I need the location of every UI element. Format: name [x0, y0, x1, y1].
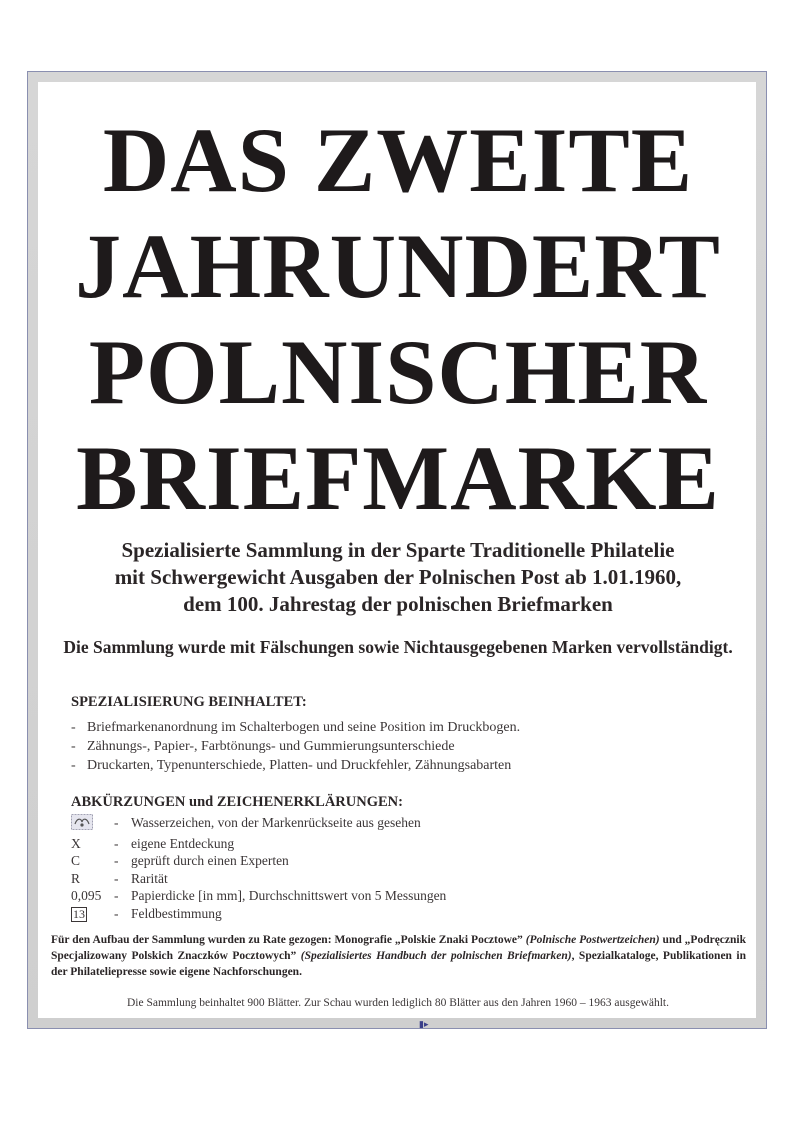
sources-paragraph: Für den Aufbau der Sammlung wurden zu Rate gezogen: Monografie „Polskie Znaki Pocztowe” (Polnische Postwertzeichen) und „Podręcznik Specjalizowany Polskich Znaczków Pocztowych” (Spezialisiertes Handbuch der polnischen Briefmarken), Spezialkataloge, Publikationen in der Philateliepresse sowie eigene Nachforschungen. [51, 934, 747, 978]
specialisation-heading: SPEZIALISIERUNG BEINHALTET: [71, 694, 307, 710]
abbreviations-list [71, 814, 446, 922]
subtitle [28, 537, 768, 618]
list-item: - Zähnungs-, Papier-, Farbtönungs- und Gummierungsunterschiede [71, 739, 455, 754]
abbreviations-heading: ABKÜRZUNGEN und ZEICHENERKLÄRUNGEN: [71, 794, 403, 810]
abbreviation-row: C - geprüft durch einen Experten [71, 853, 289, 868]
collection-note: Die Sammlung beinhaltet 900 Blätter. Zur Schau wurden lediglich 80 Blätter aus den Jahren 1960 – 1963 ausgewählt. [127, 997, 669, 1009]
title-line: BRIEFMARKE [76, 427, 720, 529]
abbreviation-row: R - Rarität [71, 870, 168, 886]
poster-title [28, 107, 768, 531]
title-line: POLNISCHER [88, 321, 708, 423]
scan-mark-icon: ▮▸ [419, 1019, 429, 1029]
watermark-icon [71, 814, 93, 830]
completion-statement: Die Sammlung wurde mit Fälschungen sowie Nichtausgegebenen Marken vervollständigt. [63, 637, 733, 657]
abbreviation-row: 0,095 - Papierdicke [in mm], Durchschnittswert von 5 Messungen [71, 888, 447, 903]
title-line: JAHRUNDERT [75, 215, 721, 317]
specialisation-list [71, 718, 520, 775]
field-position-box: 13 [73, 906, 85, 921]
subtitle-line: dem 100. Jahrestag der polnischen Briefmarken [183, 592, 613, 616]
subtitle-line: mit Schwergewicht Ausgaben der Polnischen Post ab 1.01.1960, [114, 565, 682, 589]
abbreviation-row: 13 - Feldbestimmung [73, 905, 222, 921]
list-item: - Druckarten, Typenunterschiede, Platten- und Druckfehler, Zähnungsabarten [71, 758, 512, 773]
subtitle-line: Spezialisierte Sammlung in der Sparte Traditionelle Philatelie [121, 538, 675, 562]
title-line: DAS ZWEITE [102, 109, 694, 211]
abbreviation-row: - Wasserzeichen, von der Markenrückseite aus gesehen [71, 814, 446, 835]
abbreviation-row: X - eigene Entdeckung [71, 835, 235, 851]
poster-sheet [27, 71, 767, 1029]
list-item: - Briefmarkenanordnung im Schalterbogen und seine Position im Druckbogen. [71, 720, 521, 735]
